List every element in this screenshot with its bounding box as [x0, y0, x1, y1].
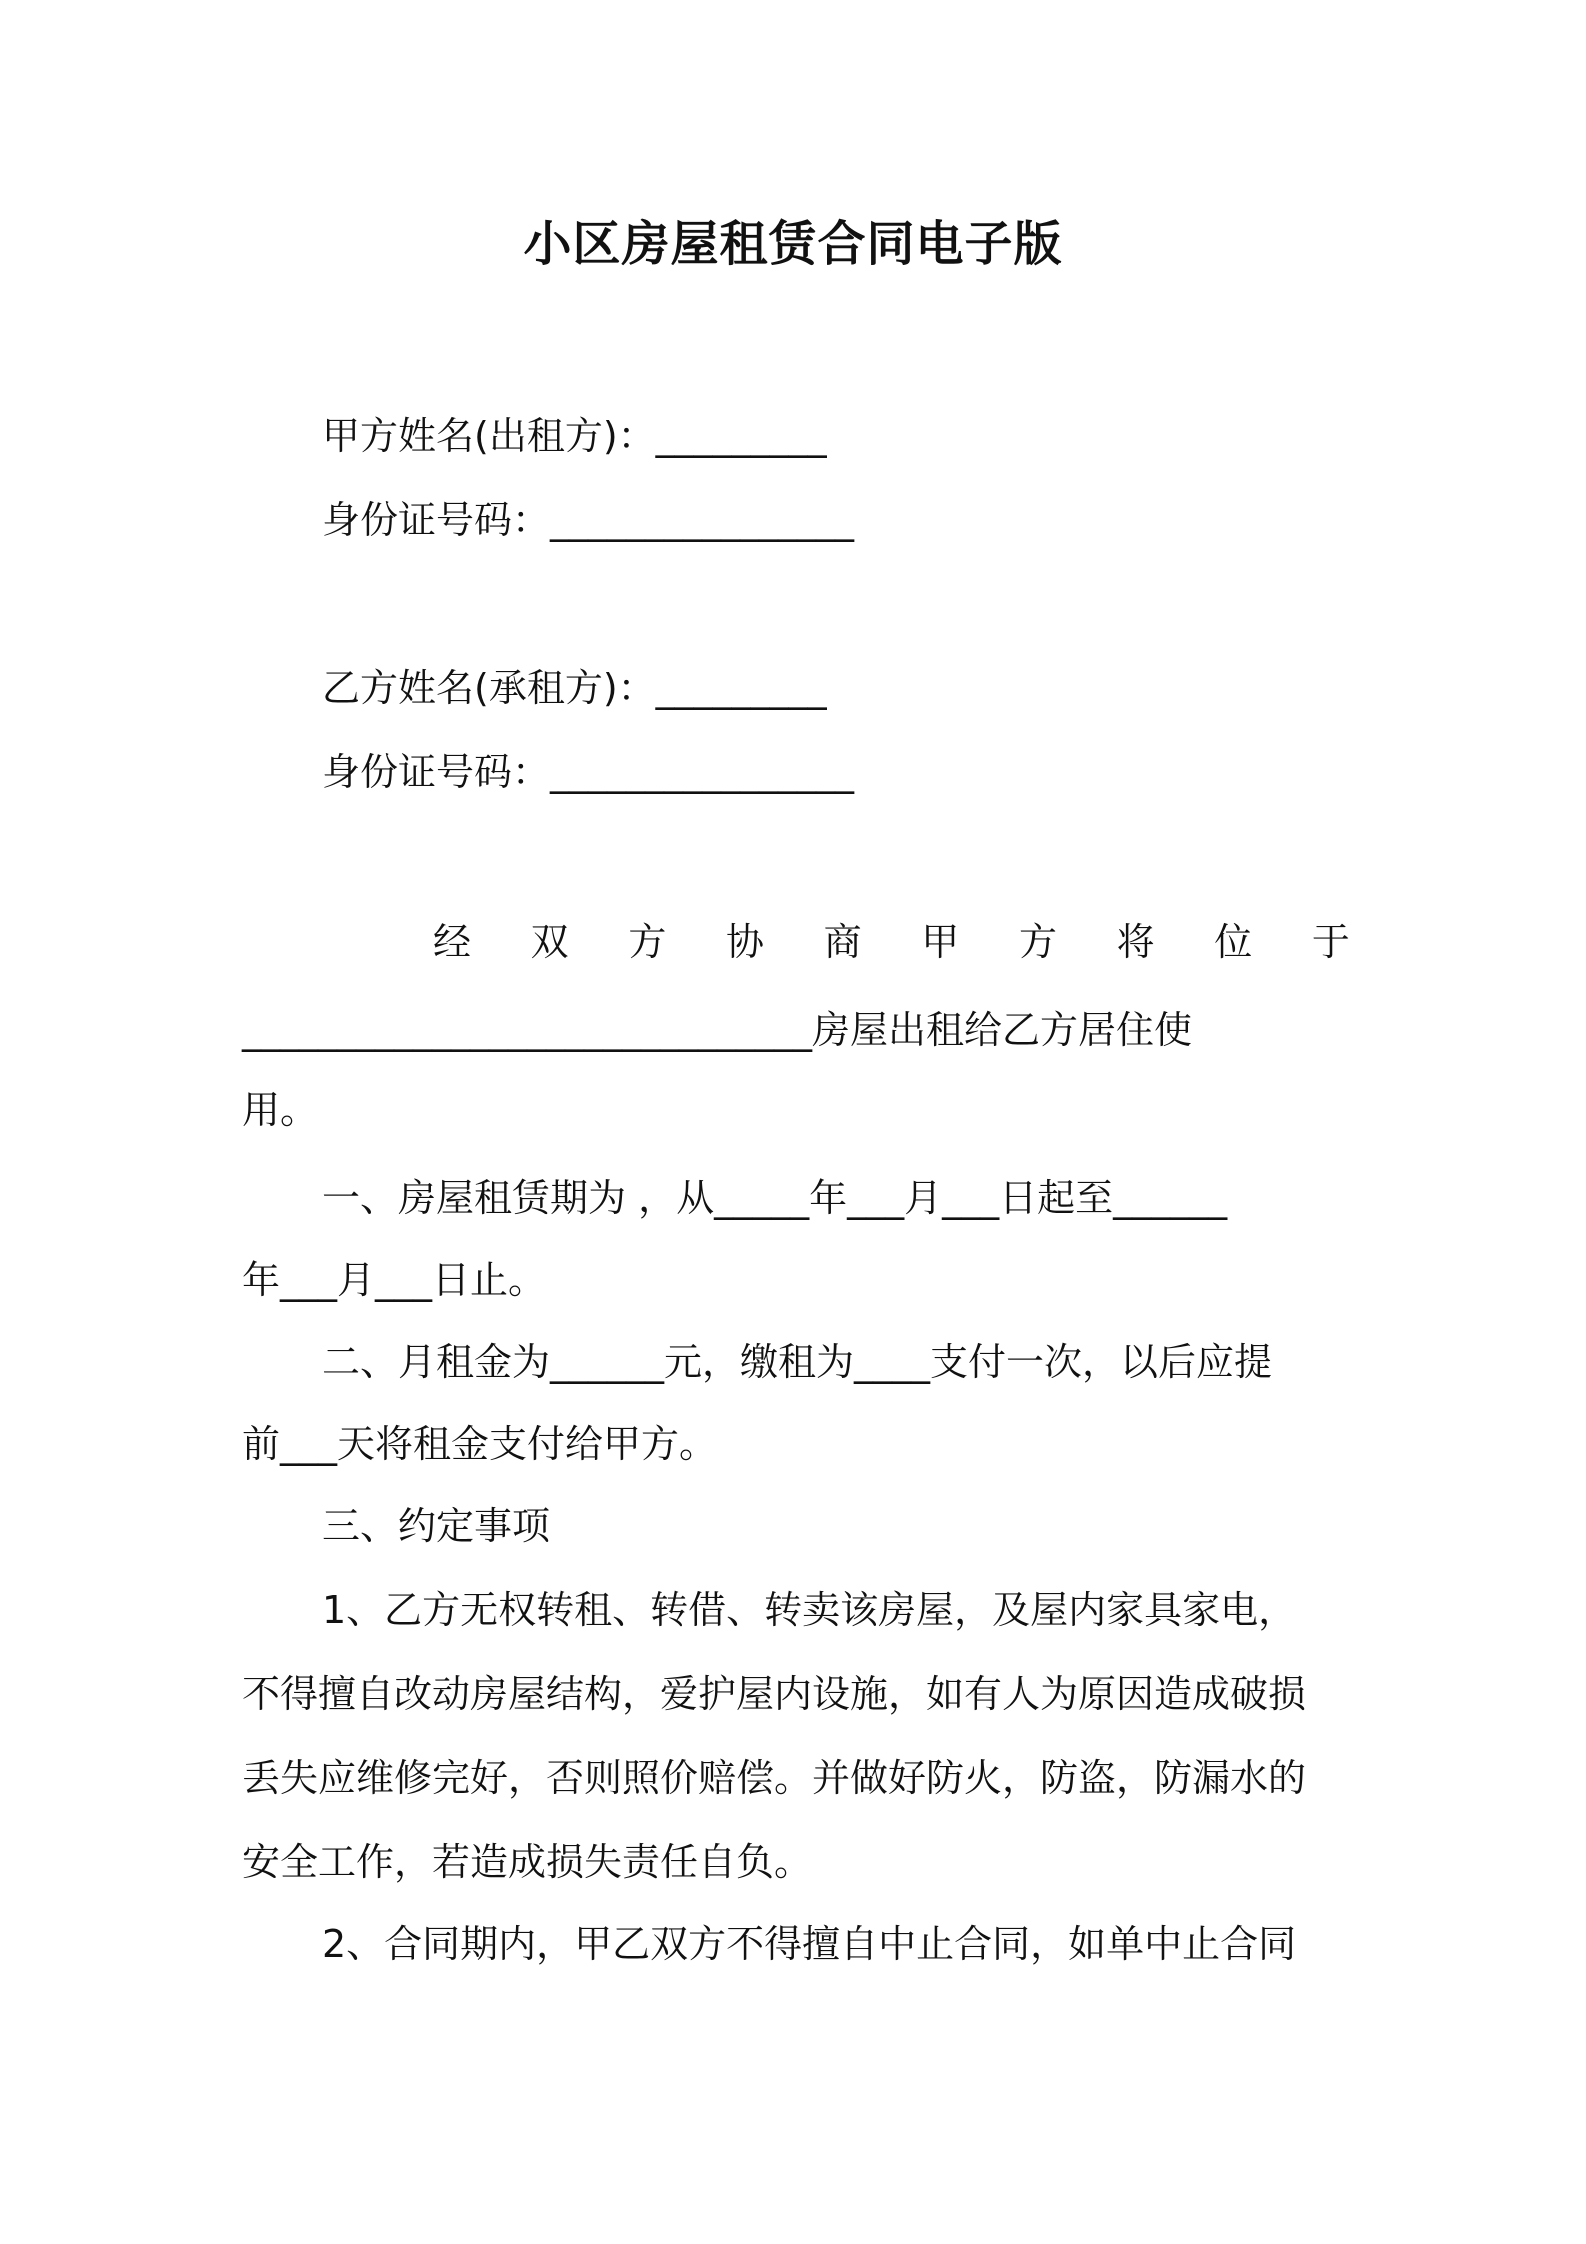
clause-1-line-2: 年___月___日止。	[242, 1258, 547, 1302]
clause-2-line-2: 前___天将租金支付给甲方。	[242, 1422, 718, 1466]
intro-char: 协	[725, 920, 764, 964]
intro-line-1	[433, 916, 1350, 968]
item-1-line-2: 不得擅自改动房屋结构，爱护屋内设施，如有人为原因造成破损	[242, 1672, 1307, 1716]
intro-char: 于	[1311, 920, 1350, 964]
intro-line-2: ______________________________房屋出租给乙方居住使	[242, 1008, 1193, 1052]
intro-char: 经	[433, 920, 472, 964]
intro-line-3: 用。	[242, 1088, 319, 1132]
intro-char: 方	[1018, 920, 1057, 964]
intro-char: 将	[1116, 920, 1155, 964]
clause-2-line-1: 二、月租金为______元，缴租为____支付一次，以后应提	[322, 1340, 1273, 1384]
item-1-line-1: 1、乙方无权转租、转借、转卖该房屋，及屋内家具家电，	[322, 1588, 1297, 1632]
party-a-id-line: 身份证号码：________________	[322, 498, 855, 542]
intro-char: 位	[1214, 920, 1253, 964]
intro-char: 商	[823, 920, 862, 964]
intro-char: 甲	[921, 920, 960, 964]
intro-char: 方	[628, 920, 667, 964]
item-1-line-4: 安全工作，若造成损失责任自负。	[242, 1840, 813, 1884]
clause-3-heading: 三、约定事项	[322, 1504, 551, 1548]
clause-1-line-1: 一、房屋租赁期为 ，从_____年___月___日起至______	[322, 1176, 1228, 1220]
party-b-id-line: 身份证号码：________________	[322, 750, 855, 794]
document-title: 小区房屋租赁合同电子版	[523, 216, 1063, 272]
party-b-name-line: 乙方姓名(承租方)：_________	[322, 666, 827, 710]
party-a-name-line: 甲方姓名(出租方)：_________	[322, 414, 827, 458]
intro-char: 双	[530, 920, 569, 964]
item-2-line-1: 2、合同期内，甲乙双方不得擅自中止合同，如单中止合同	[322, 1922, 1297, 1966]
item-1-line-3: 丢失应维修完好，否则照价赔偿。并做好防火，防盗，防漏水的	[242, 1756, 1307, 1800]
